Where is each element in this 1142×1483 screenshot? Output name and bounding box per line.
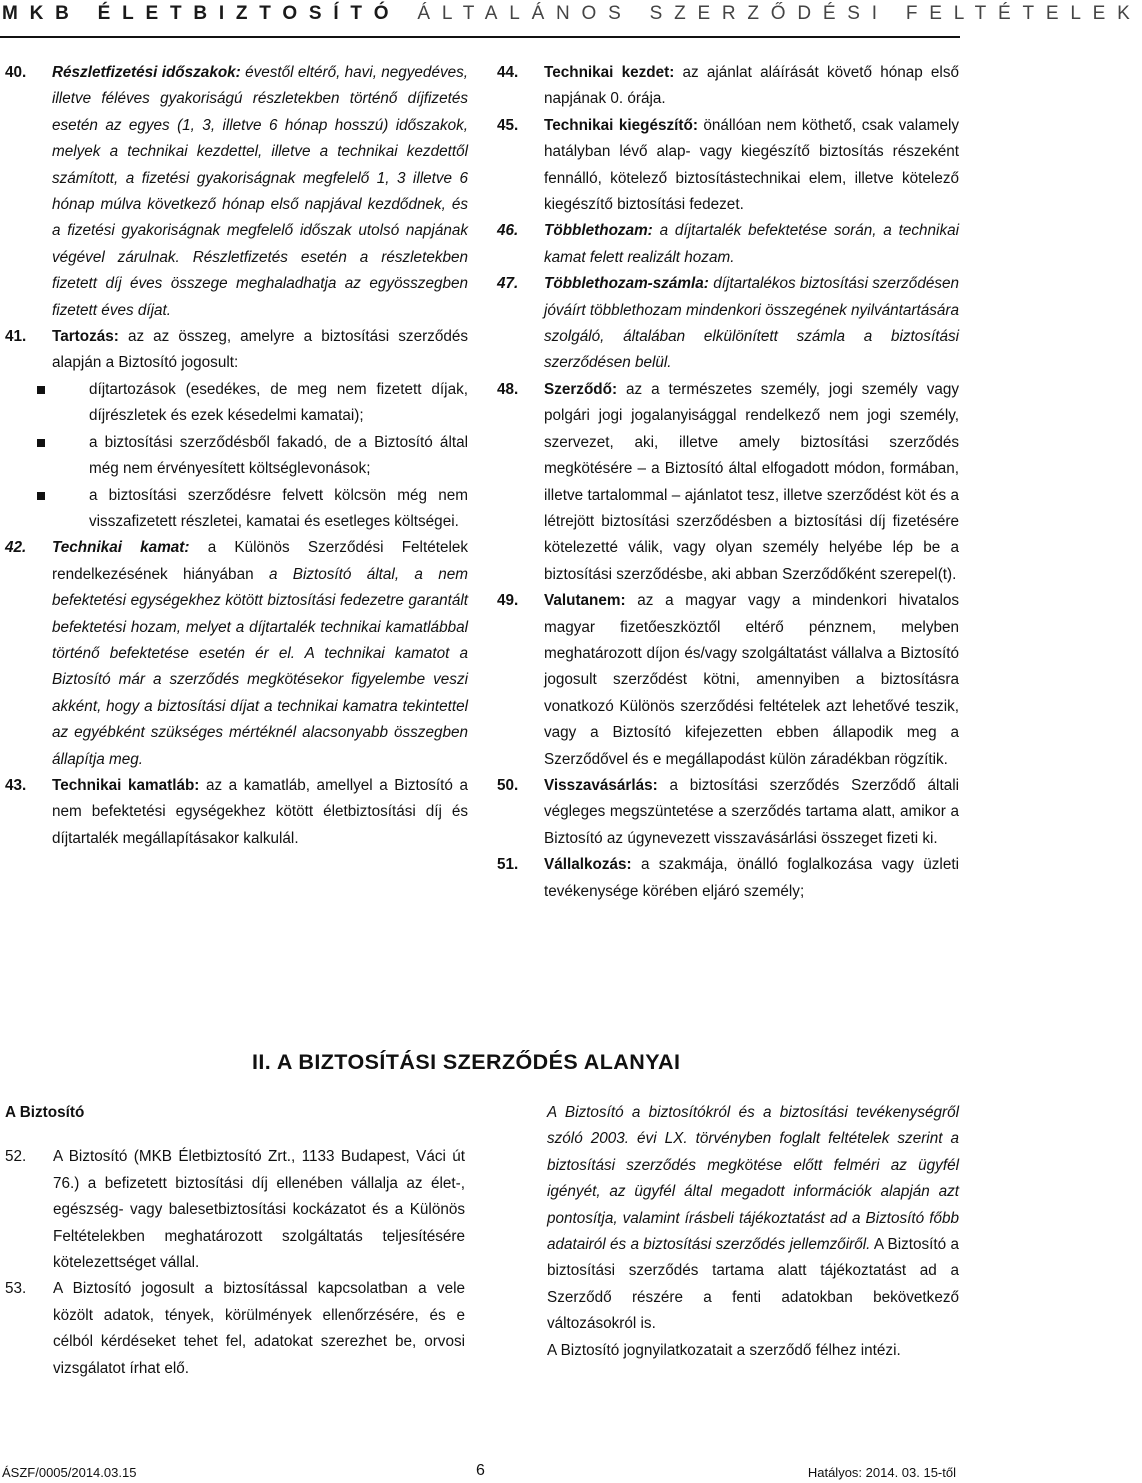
definition-number: 41. <box>5 328 27 346</box>
definition-term: Valutanem: <box>544 592 626 610</box>
page-footer <box>0 1462 960 1483</box>
header-divider <box>0 36 960 38</box>
definition-number: 50. <box>497 776 519 794</box>
definition-term: Szerződő: <box>544 380 618 398</box>
definition-text: a díjtartalék befektetése során, a technikai kamat felett realizált hozam. <box>544 222 959 266</box>
definition-text: az ajánlat aláírását követő hónap első napjának 0. órája. <box>544 64 959 108</box>
definition-number: 43. <box>5 776 27 794</box>
definition-40 <box>5 60 468 324</box>
definition-text-italic: a Biztosító által, a nem befektetési egységekhez kötött biztosítási fedezetre garantált befektetési hozam, melyet a díjtartalék technikai kamatlábbal történő befektetése esetén ér el. A technikai kamatot a Biztosító már a szerződés megkötésekor figyelembe veszi akként, hogy a biztosítási díjat a technikai kamatra tekintettel az egyébként szükséges mértéknél alacsonyabb összegben állapítja meg. <box>52 565 469 768</box>
list-item: a biztosítási szerződésre felvett kölcsön még nem visszafizetett részletei, kamatai és esetleges költségei. <box>5 483 468 536</box>
definition-text: évestől eltérő, havi, negyedéves, illetve féléves gyakoriságú részletekben történő díjfizetés esetén az egyes (1, 3, illetve 6 hónap hosszú) időszakok, melyek a technikai kezdettel, illetve a technikai kezdettől számított, a fizetési gyakoriságnak megfelelő 1, 3 illetve 6 hónap múlva következő hónap első napjával kezdődnek, és a fizetési gyakoriságnak megfelelő időszak utolsó napjának végével zárulnak. Részletfizetés esetén a részletekben fizetett díj éves összege meghaladhatja az egyösszegben fizetett éves díjat. <box>52 64 469 319</box>
insurer-section <box>5 1100 465 1382</box>
info-paragraph <box>547 1100 959 1338</box>
definition-term: Többlethozam: <box>544 222 653 240</box>
definition-number: 47. <box>497 275 519 293</box>
clause-52 <box>5 1144 465 1276</box>
definition-48 <box>497 377 959 588</box>
definition-number: 40. <box>5 64 27 81</box>
definition-text: a biztosítási szerződés Szerződő általi végleges megszüntetése a szerződés tartama alatt, amikor a Biztosító az úgynevezett visszavásárlási összeget fizeti ki. <box>544 776 959 847</box>
list-item: díjtartozások (esedékes, de meg nem fizetett díjak, díjrészletek és ezek késedelmi kamatai); <box>5 377 468 430</box>
definition-number: 44. <box>497 64 519 81</box>
clause-number: 53. <box>5 1280 27 1298</box>
header-doc-title: ÁLTALÁNOS SZERZŐDÉSI FELTÉTELEK <box>417 3 1142 24</box>
clause-text: A Biztosító jogosult a biztosítással kapcsolatban a vele közölt adatok, tények, körülmények ellenőrzésére, és e célból kérdéseket tehet fel, adatokat szerezhet be, orvosi vizsgálatot írhat elő. <box>53 1280 465 1377</box>
square-bullet-icon <box>37 439 45 447</box>
definition-term: Tartozás: <box>52 328 119 346</box>
square-bullet-icon <box>37 386 45 394</box>
definition-text: díjtartalékos biztosítási szerződésen jóváírt többlethozam mindenkori összegének nyilvántartására szolgáló, általában elkülönített számla a biztosítási szerződésen belül. <box>544 275 959 372</box>
definition-text: az a magyar vagy a mindenkori hivatalos magyar fizetőeszköztől eltérő pénznem, melyben meghatározott díjon és/vagy szolgáltatást vállalva a Biztosító jogosult szerződést kötni, amennyiben a biztosításra vonatkozó Különös szerződési feltételek azt lehetővé teszik, vagy a Biztosító kifejezetten ebben állapodik meg a Szerződővel és e megállapodást külön záradékban rögzítik. <box>544 592 959 768</box>
definition-number: 42. <box>5 539 27 557</box>
definition-text: az a természetes személy, jogi személy vagy polgári jogi jogalanyisággal rendelkező nem jogi személy, szervezet, aki, illetve amely biztosítási szerződés megkötésére – a Biztosító által elfogadott módon, formában, illetve tartalommal – ajánlatot tesz, illetve szerződést köt és a létrejött biztosítási szerződésben a biztosítási díj fizetésére kötelezetté válik, vagy olyan személy helyébe lép be a biztosítási szerződésbe, aki abban Szerződőként szerepel(t). <box>544 380 960 583</box>
header-brand: MKB ÉLETBIZTOSÍTÓ <box>2 3 401 24</box>
definition-term: Technikai kiegészítő: <box>544 116 698 134</box>
left-column <box>5 60 468 852</box>
info-text: A Biztosító a biztosítási szerződés tartama alatt tájékoztatást ad a Szerződő részére a fenti adatokban bekövetkező változásokról is. <box>547 1236 959 1333</box>
definition-text: önállóan nem köthető, csak valamely hatályban lévő alap- vagy kiegészítő biztosítás részeként fennálló, kötelező biztosítástechnikai elem, illetve kötelező kiegészítő biztosítási fedezet. <box>544 116 960 214</box>
definition-43 <box>5 773 468 852</box>
definition-text: a szakmája, önálló foglalkozása vagy üzleti tevékenysége körében eljáró személy; <box>544 856 959 900</box>
definition-term: Részletfizetési időszakok: <box>52 64 241 81</box>
definition-47 <box>497 271 959 377</box>
definition-term: Többlethozam-számla: <box>544 275 709 293</box>
definition-term: Visszavásárlás: <box>544 776 658 794</box>
definition-term: Technikai kamatláb: <box>52 776 200 794</box>
info-paragraph: A Biztosító jognyilatkozatait a szerződő félhez intézi. <box>547 1341 901 1359</box>
definition-49 <box>497 588 959 773</box>
definition-term: Vállalkozás: <box>544 856 632 874</box>
definition-number: 46. <box>497 222 519 240</box>
definition-text: az a kamatláb, amellyel a Biztosító a nem befektetési egységekhez kötött életbiztosítási díj és díjtartalék megállapításakor kalkulál. <box>52 776 468 847</box>
definition-44 <box>497 60 959 113</box>
clause-53 <box>5 1276 465 1382</box>
definition-41 <box>5 324 468 377</box>
definition-46 <box>497 218 959 271</box>
definition-text: az az összeg, amelyre a biztosítási szerződés alapján a Biztosító jogosult: <box>52 328 468 372</box>
section-title: II. A BIZTOSÍTÁSI SZERZŐDÉS ALANYAI <box>252 1050 681 1074</box>
definition-50 <box>497 773 959 852</box>
clause-number: 52. <box>5 1148 27 1166</box>
page-header <box>0 0 1142 40</box>
definition-text: a Különös Szerződési Feltételek rendelkezésének hiányában <box>52 539 469 583</box>
debt-list <box>5 377 468 535</box>
clause-text: A Biztosító (MKB Életbiztosító Zrt., 1133 Budapest, Váci út 76.) a befizetett biztosítási díj ellenében vállalja az élet-, egészség- vagy balesetbiztosítási kockázatot és a Különös Feltételekben meghatározott szolgáltatás teljesítésére kötelezettséget vállal. <box>53 1148 465 1272</box>
square-bullet-icon <box>37 492 45 500</box>
right-column <box>497 60 959 905</box>
document-code: ÁSZF/0005/2014.03.15 <box>2 1465 137 1480</box>
insurer-info <box>547 1100 959 1364</box>
definition-45 <box>497 113 959 219</box>
definition-51 <box>497 852 959 905</box>
definition-number: 45. <box>497 116 519 134</box>
definition-term: Technikai kamat: <box>52 539 190 557</box>
list-item: a biztosítási szerződésből fakadó, de a Biztosító által még nem érvényesített költséglevonások; <box>5 430 468 483</box>
definition-number: 48. <box>497 380 519 398</box>
page-number: 6 <box>476 1462 485 1479</box>
subsection-heading: A Biztosító <box>5 1104 85 1121</box>
info-text-italic: A Biztosító a biztosítókról és a biztosítási tevékenységről szóló 2003. évi LX. törvényben foglalt feltételek szerint a biztosítási szerződés megkötése előtt felméri az ügyfél igényét, az ügyfél által megadott információk alapján azt pontosítja, valamint írásbeli tájékoztatást ad a Biztosító főbb adatairól és a biztosítási szerződés jellemzőiről. <box>547 1104 959 1254</box>
definition-term: Technikai kezdet: <box>544 64 675 81</box>
definition-number: 49. <box>497 592 519 610</box>
definition-42 <box>5 535 468 773</box>
effective-date: Hatályos: 2014. 03. 15-től <box>807 1465 956 1480</box>
definition-number: 51. <box>497 856 519 874</box>
